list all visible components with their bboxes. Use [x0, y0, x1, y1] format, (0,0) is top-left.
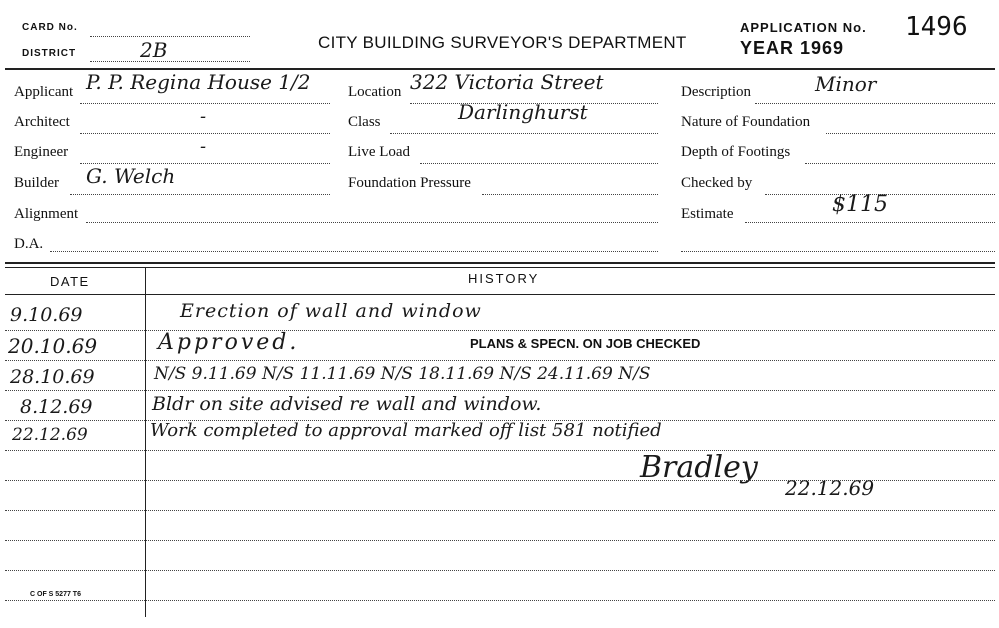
signature: Bradley — [640, 450, 758, 485]
history-date: 8.12.69 — [20, 396, 93, 418]
location-value: 322 Victoria Street — [410, 70, 604, 94]
builder-label: Builder — [14, 175, 59, 191]
card-no-label: CARD No. — [22, 22, 78, 33]
applicant-label: Applicant — [14, 84, 74, 100]
date-header: DATE — [50, 274, 90, 289]
form-code: C OF S 5277 T6 — [30, 591, 81, 598]
card-no-line — [90, 36, 250, 37]
engineer-label: Engineer — [14, 144, 69, 160]
description-label: Description — [681, 84, 751, 100]
alignment-label: Alignment — [14, 206, 79, 222]
district-label: DISTRICT — [22, 48, 77, 59]
plans-checked-stamp: PLANS & SPECN. ON JOB CHECKED — [470, 336, 701, 351]
location-label: Location — [348, 84, 402, 100]
row-line — [5, 450, 995, 451]
architect-label: Architect — [14, 114, 70, 130]
row-line — [5, 330, 995, 331]
history-date: 28.10.69 — [10, 366, 95, 388]
live-load-line — [420, 163, 658, 164]
estimate-line-2 — [681, 251, 995, 252]
department-title: CITY BUILDING SURVEYOR'S DEPARTMENT — [318, 33, 687, 52]
history-entry: Erection of wall and window — [180, 300, 482, 322]
history-top-border — [5, 262, 995, 264]
foundation-pressure-label: Foundation Pressure — [348, 175, 471, 191]
history-entry: Bldr on site advised re wall and window. — [152, 393, 542, 415]
date-column-divider — [145, 267, 146, 617]
nature-of-foundation-label: Nature of Foundation — [681, 114, 811, 130]
builder-value: G. Welch — [86, 164, 176, 188]
architect-line — [80, 133, 330, 134]
row-line — [5, 600, 995, 601]
estimate-value: $115 — [832, 192, 888, 217]
history-entry: Approved. — [158, 330, 300, 355]
class-label: Class — [348, 114, 381, 130]
row-line — [5, 540, 995, 541]
history-date: 22.12.69 — [12, 425, 88, 445]
alignment-line — [86, 222, 658, 223]
applicant-value: P. P. Regina House 1/2 — [86, 70, 311, 94]
history-date: 9.10.69 — [10, 304, 83, 326]
row-line — [5, 360, 995, 361]
district-value: 2B — [140, 38, 168, 62]
class-line — [390, 133, 658, 134]
checked-by-label: Checked by — [681, 175, 753, 191]
district-line — [90, 61, 250, 62]
estimate-line — [745, 222, 995, 223]
applicant-line — [80, 103, 330, 104]
row-line — [5, 570, 995, 571]
location-value-suburb: Darlinghurst — [458, 100, 588, 124]
engineer-value: - — [200, 136, 207, 157]
location-line — [410, 103, 658, 104]
history-header: HISTORY — [468, 271, 540, 286]
depth-line — [805, 163, 995, 164]
depth-of-footings-label: Depth of Footings — [681, 144, 791, 160]
application-no-value: 1496 — [905, 12, 968, 42]
history-top-border-2 — [5, 267, 995, 268]
history-entry: N/S 9.11.69 N/S 11.11.69 N/S 18.11.69 N/S 24.11.69 N/S — [154, 364, 651, 384]
architect-value: - — [200, 106, 207, 127]
description-value: Minor — [815, 72, 877, 96]
application-no-label: APPLICATION No. — [740, 20, 867, 35]
row-line — [5, 390, 995, 391]
da-line — [50, 251, 658, 252]
row-line — [5, 510, 995, 511]
estimate-label: Estimate — [681, 206, 734, 222]
builder-line — [70, 194, 330, 195]
foundation-pressure-line — [482, 194, 658, 195]
signature-date: 22.12.69 — [785, 476, 875, 500]
history-date: 20.10.69 — [8, 334, 98, 358]
nature-line — [826, 133, 995, 134]
year-label: YEAR 1969 — [740, 38, 845, 58]
live-load-label: Live Load — [348, 144, 411, 160]
history-entry: Work completed to approval marked off list 581 notified — [150, 420, 662, 441]
da-label: D.A. — [14, 236, 44, 252]
history-header-divider — [5, 294, 995, 295]
description-line — [755, 103, 995, 104]
